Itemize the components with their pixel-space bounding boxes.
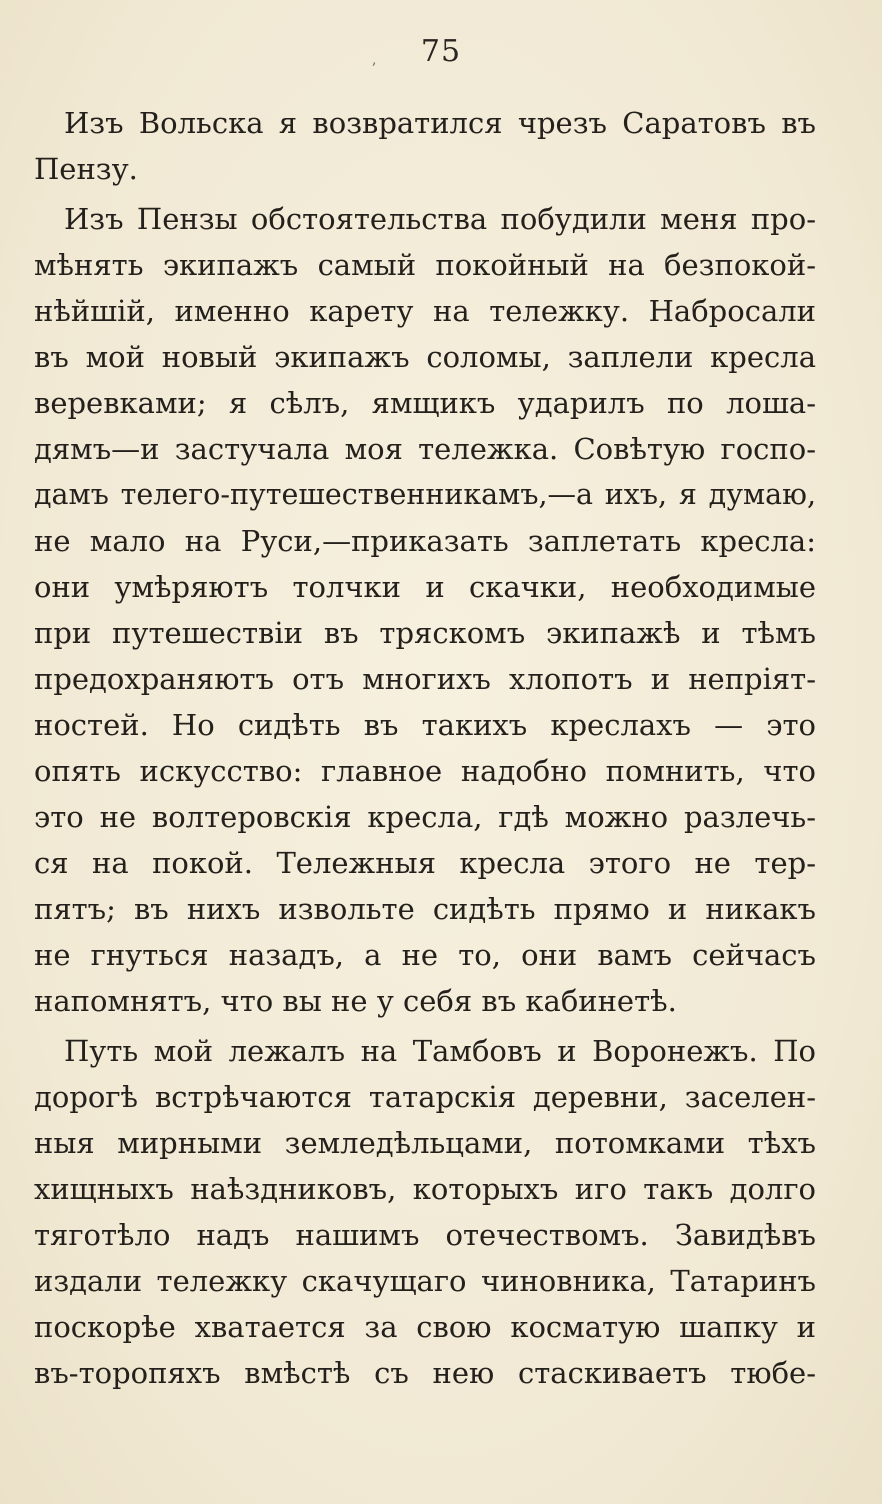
paragraph <box>34 100 816 192</box>
text-line: не гнуться назадъ, а не то, они вамъ сейчасъ <box>34 938 816 972</box>
text-line: они умѣряютъ толчки и скачки, необходимые <box>34 570 816 604</box>
stray-ink-mark: , <box>372 52 377 68</box>
text-line: издали тележку скачущаго чиновника, Татаринъ <box>34 1264 816 1298</box>
text-line: предохраняютъ отъ многихъ хлопотъ и непріят- <box>34 662 816 696</box>
text-line: ностей. Но сидѣть въ такихъ креслахъ — это <box>34 708 816 742</box>
text-line: пятъ; въ нихъ извольте сидѣть прямо и никакъ <box>34 892 816 926</box>
text-line: дорогѣ встрѣчаются татарскія деревни, заселен- <box>34 1080 816 1114</box>
text-line: веревками; я сѣлъ, ямщикъ ударилъ по лоша- <box>34 386 816 420</box>
text-line: ся на покой. Тележныя кресла этого не тер- <box>34 846 816 880</box>
page-number: 75 <box>420 34 462 69</box>
text-line: Изъ Пензы обстоятельства побудили меня про- <box>64 202 816 236</box>
paragraph <box>34 196 816 1024</box>
page-body-text <box>34 100 816 1396</box>
text-line: это не волтеровскія кресла, гдѣ можно разлечь- <box>34 800 816 834</box>
text-line: поскорѣе хватается за свою косматую шапку и <box>34 1310 816 1344</box>
text-line: дамъ телего-путешественникамъ,—а ихъ, я думаю, <box>34 478 816 511</box>
text-line: Изъ Вольска я возвратился чрезъ Саратовъ въ <box>64 106 816 140</box>
text-line: въ-торопяхъ вмѣстѣ съ нею стаскиваетъ тюбе- <box>34 1356 816 1390</box>
text-line: дямъ—и застучала моя тележка. Совѣтую госпо- <box>34 432 816 466</box>
text-line: хищныхъ наѣздниковъ, которыхъ иго такъ долго <box>34 1172 816 1206</box>
text-line: въ мой новый экипажъ соломы, заплели кресла <box>34 340 816 374</box>
text-line: Путь мой лежалъ на Тамбовъ и Воронежъ. По <box>64 1034 816 1068</box>
text-line: опять искусство: главное надобно помнить, что <box>34 754 816 788</box>
text-line: ныя мирными земледѣльцами, потомками тѣхъ <box>34 1126 816 1160</box>
text-line: не мало на Руси,—приказать заплетать кресла: <box>34 524 816 558</box>
text-line: при путешествіи въ тряскомъ экипажѣ и тѣмъ <box>34 616 816 650</box>
text-line: мѣнять экипажъ самый покойный на безпокой- <box>34 248 816 282</box>
text-line: нѣйшій, именно карету на тележку. Набросали <box>34 294 816 328</box>
text-line: тяготѣло надъ нашимъ отечествомъ. Завидѣвъ <box>34 1218 816 1252</box>
paragraph <box>34 1028 816 1396</box>
text-line: напомнятъ, что вы не у себя въ кабинетѣ. <box>34 984 677 1018</box>
text-line: Пензу. <box>34 152 138 186</box>
